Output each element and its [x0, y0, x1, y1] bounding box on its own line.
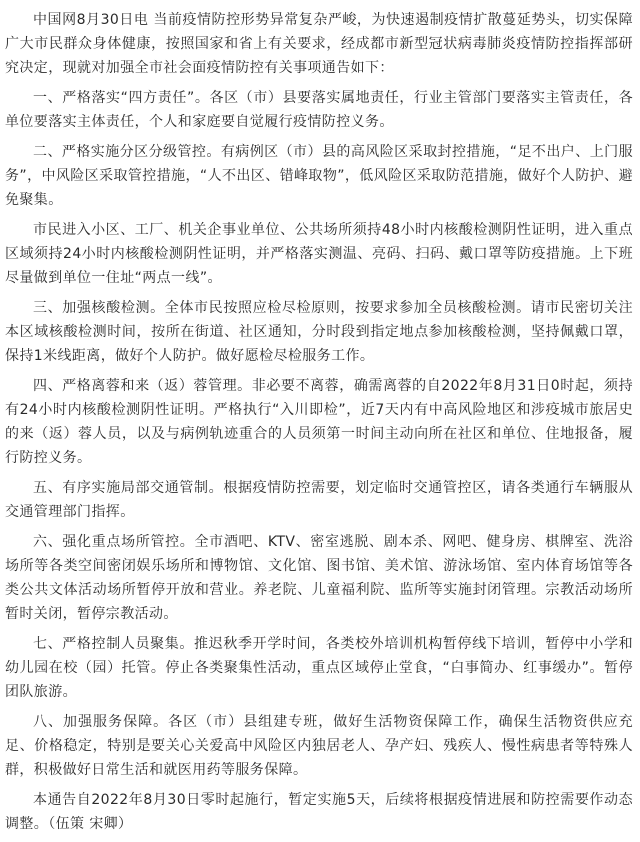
- news-article: [5, 8, 633, 842]
- intro-paragraph: 中国网8月30日电 当前疫情防控形势异常复杂严峻，为快速遏制疫情扩散蔓延势头，切实保障广大市民群众身体健康，按照国家和省上有关要求，经成都市新型冠状病毒肺炎疫情防控指挥部研究决定，现就对加强全市社会面疫情防控有关事项通告如下：: [5, 12, 633, 76]
- item-eight-paragraph: 八、加强服务保障。各区（市）县组建专班，做好生活物资保障工作，确保生活物资供应充足、价格稳定，特别是要关心关爱高中风险区内独居老人、孕产妇、残疾人、慢性病患者等特殊人群，积极做好日常生活和就医用药等服务保障。: [5, 714, 633, 778]
- closing-paragraph: 本通告自2022年8月30日零时起施行，暂定实施5天，后续将根据疫情进展和防控需要作动态调整。（伍策 宋卿）: [5, 792, 633, 832]
- item-one-paragraph: 一、严格落实“四方责任”。各区（市）县要落实属地责任，行业主管部门要落实主管责任，各单位要落实主体责任，个人和家庭要自觉履行疫情防控义务。: [5, 90, 633, 130]
- item-four-paragraph: 四、严格离蓉和来（返）蓉管理。非必要不离蓉，确需离蓉的自2022年8月31日0时起，须持有24小时内核酸检测阴性证明。严格执行“入川即检”，近7天内有中高风险地区和涉疫城市旅居史的来（返）蓉人员，以及与病例轨迹重合的人员须第一时间主动向所在社区和单位、住地报备，履行防控义务。: [5, 378, 633, 466]
- item-six-paragraph: 六、强化重点场所管控。全市酒吧、KTV、密室逃脱、剧本杀、网吧、健身房、棋牌室、洗浴场所等各类空间密闭娱乐场所和博物馆、文化馆、图书馆、美术馆、游泳场馆、室内体育场馆等各类公共文体活动场所暂停开放和营业。养老院、儿童福利院、监所等实施封闭管理。宗教活动场所暂时关闭，暂停宗教活动。: [5, 534, 633, 622]
- item-two-paragraph: 二、严格实施分区分级管控。有病例区（市）县的高风险区采取封控措施，“足不出户、上门服务”，中风险区采取管控措施，“人不出区、错峰取物”，低风险区采取防范措施，做好个人防护、避免聚集。: [5, 144, 633, 208]
- item-seven-paragraph: 七、严格控制人员聚集。推迟秋季开学时间，各类校外培训机构暂停线下培训，暂停中小学和幼儿园在校（园）托管。停止各类聚集性活动，重点区域停止堂食，“白事简办、红事缓办”。暂停团队旅游。: [5, 636, 633, 700]
- item-five-paragraph: 五、有序实施局部交通管制。根据疫情防控需要，划定临时交通管控区，请各类通行车辆服从交通管理部门指挥。: [5, 480, 633, 520]
- item-two-detail-paragraph: 市民进入小区、工厂、机关企事业单位、公共场所须持48小时内核酸检测阴性证明，进入重点区域须持24小时内核酸检测阴性证明，并严格落实测温、亮码、扫码、戴口罩等防疫措施。上下班尽量做到单位一住址“两点一线”。: [5, 222, 633, 286]
- item-three-paragraph: 三、加强核酸检测。全体市民按照应检尽检原则，按要求参加全员核酸检测。请市民密切关注本区域核酸检测时间，按所在街道、社区通知，分时段到指定地点参加核酸检测，坚持佩戴口罩，保持1米线距离，做好个人防护。做好愿检尽检服务工作。: [5, 300, 633, 364]
